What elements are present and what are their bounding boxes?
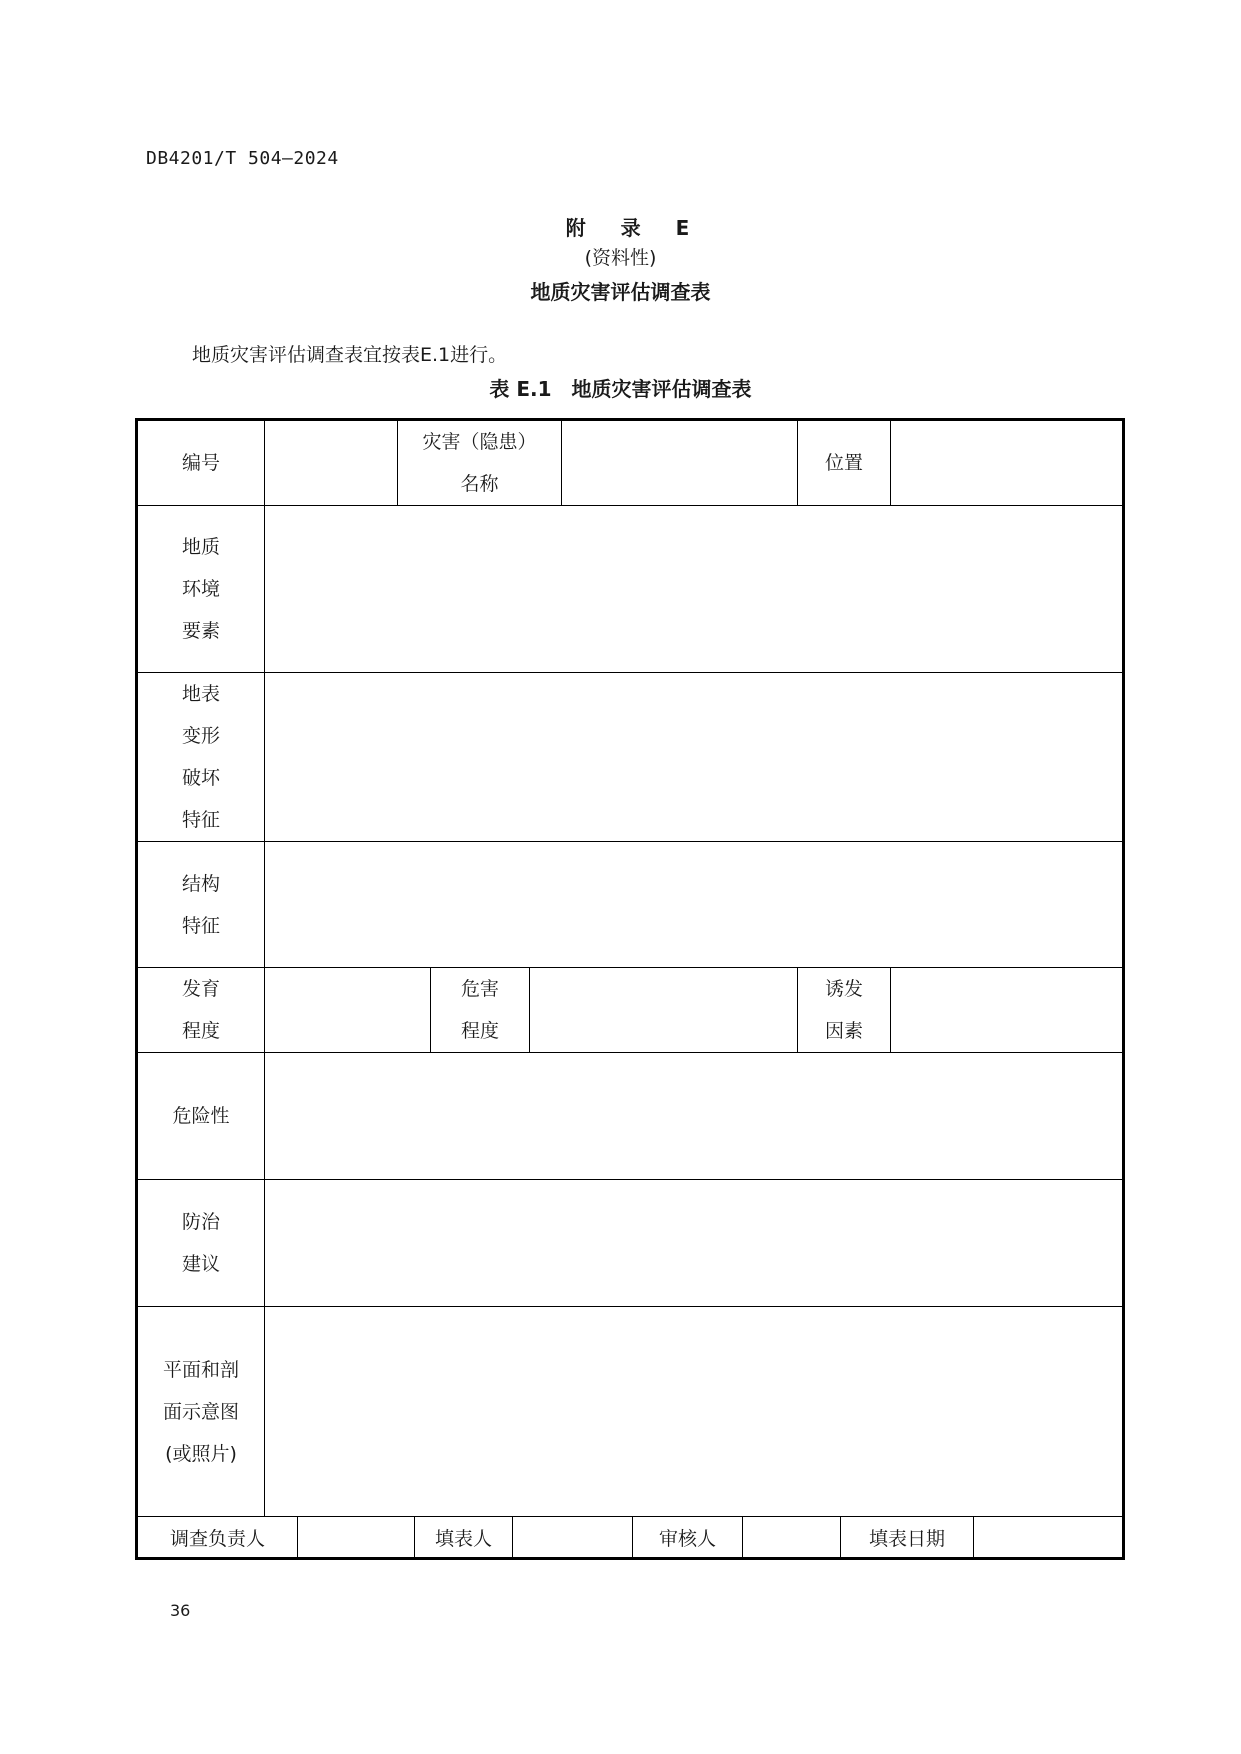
hazard-name-label: [398, 421, 561, 505]
label-line: 程度: [181, 1020, 220, 1042]
diagram-field[interactable]: [265, 1307, 1122, 1516]
prevention-field[interactable]: [265, 1180, 1122, 1306]
prevention-label: [138, 1180, 264, 1306]
label-line: 地质: [181, 536, 220, 558]
intro-paragraph: 地质灾害评估调查表宜按表E.1进行。: [192, 344, 508, 366]
trigger-label: [798, 968, 890, 1052]
structure-label: [138, 842, 264, 967]
label-line: 因素: [824, 1020, 863, 1042]
id-label: 编号: [181, 452, 220, 474]
label-line: 程度: [460, 1020, 499, 1042]
label-line: 平面和剖: [162, 1358, 239, 1381]
label-line: 地表: [181, 683, 220, 705]
hazard-name-label-line2: 名称: [460, 473, 499, 495]
label-line: 变形: [181, 725, 220, 747]
label-line: 结构: [181, 872, 220, 895]
surface-deformation-label: [138, 673, 264, 841]
label-line: 建议: [181, 1253, 220, 1275]
damage-field[interactable]: [530, 968, 797, 1052]
surveyor-label: 调查负责人: [169, 1527, 265, 1550]
reviewer-label: 审核人: [658, 1527, 716, 1550]
label-line: 特征: [181, 914, 220, 937]
date-label: 填表日期: [868, 1527, 945, 1550]
surface-deformation-field[interactable]: [265, 673, 1122, 841]
label-line: 防治: [181, 1211, 220, 1233]
hazard-name-label-line1: 灾害（隐患）: [422, 431, 537, 453]
diagram-label: [138, 1307, 264, 1516]
geo-environment-label: [138, 506, 264, 672]
label-line: 危害: [460, 978, 499, 1000]
risk-label: 危险性: [172, 1105, 230, 1127]
location-field[interactable]: [891, 421, 1122, 505]
label-line: 发育: [181, 978, 220, 1000]
appendix-type: (资料性): [584, 247, 657, 269]
label-line: (或照片): [165, 1442, 237, 1465]
label-line: 面示意图: [162, 1400, 239, 1423]
label-line: 破坏: [181, 767, 220, 789]
table-caption: 表 E.1 地质灾害评估调查表: [489, 377, 752, 401]
location-label: 位置: [824, 452, 863, 474]
hazard-name-field[interactable]: [562, 421, 797, 505]
survey-form-table: [135, 418, 1125, 1560]
filler-label: 填表人: [434, 1527, 492, 1550]
label-line: 特征: [181, 809, 220, 831]
geo-environment-field[interactable]: [265, 506, 1122, 672]
trigger-field[interactable]: [891, 968, 1122, 1052]
development-field[interactable]: [265, 968, 430, 1052]
structure-field[interactable]: [265, 842, 1122, 967]
development-label: [138, 968, 264, 1052]
damage-label: [431, 968, 529, 1052]
surveyor-field[interactable]: [298, 1517, 414, 1560]
label-line: 环境: [181, 578, 220, 600]
document-code: DB4201/T 504—2024: [146, 148, 339, 169]
label-line: 要素: [181, 620, 220, 642]
appendix-name: 地质灾害评估调查表: [530, 280, 711, 304]
reviewer-field[interactable]: [743, 1517, 840, 1560]
page-number: 36: [170, 1601, 191, 1620]
date-field[interactable]: [974, 1517, 1122, 1560]
id-field[interactable]: [265, 421, 397, 505]
filler-field[interactable]: [513, 1517, 632, 1560]
label-line: 诱发: [824, 978, 863, 1000]
appendix-title: 附 录 E: [565, 216, 704, 240]
risk-field[interactable]: [265, 1053, 1122, 1179]
